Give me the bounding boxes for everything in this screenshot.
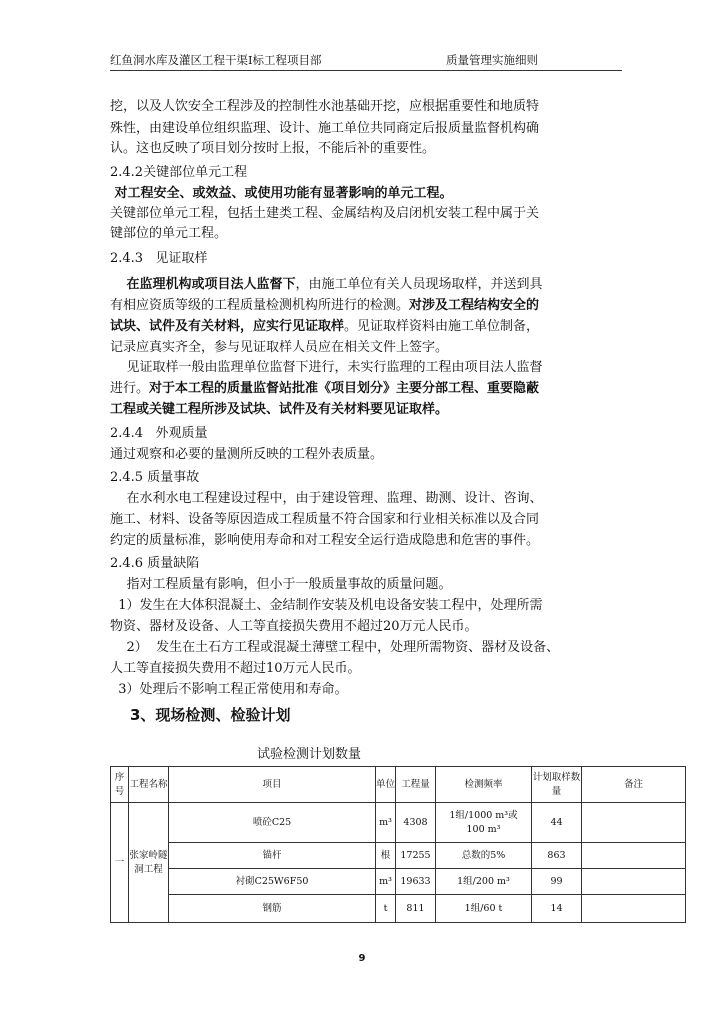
header-left: 红鱼洞水库及灌区工程干渠Ⅰ标工程项目部 [110, 53, 322, 67]
text-span: 记录应真实齐全，参与见证取样人员应在相关文件上签字。 [110, 340, 449, 355]
table-header-row [111, 767, 686, 803]
body-line [110, 681, 348, 699]
cell-frequency: 1组/1000 m³或100 m³ [436, 803, 532, 843]
cell-remark [582, 803, 686, 843]
page-number: 9 [358, 953, 366, 964]
cell-planned: 14 [532, 895, 582, 923]
header-seq: 序号 [111, 767, 129, 803]
text-span: 2.4.2关键部位单元工程 [110, 165, 248, 180]
text-span: 3）处理后不影响工程正常使用和寿命。 [110, 682, 348, 697]
body-line [110, 318, 539, 336]
text-span: 见证取样一般由监理单位监督下进行，未实行监理的工程由项目法人监督 [110, 360, 543, 375]
text-span: 人工等直接损失费用不超过10万元人民币。 [110, 661, 361, 676]
test-plan-table [110, 766, 686, 923]
text-span: 2.4.5 质量事故 [110, 470, 200, 485]
cell-item: 衬砌C25W6F50 [169, 869, 376, 895]
bold-text: 对于本工程的质量监督站批准《项目划分》主要分部工程、重要隐蔽 [149, 381, 540, 396]
text-span: 挖，以及人饮安全工程涉及的控制性水池基础开挖，应根据重要性和地质特 [110, 99, 540, 114]
header-proj-name: 工程名称 [129, 767, 169, 803]
cell-unit: 根 [376, 843, 396, 869]
cell-item: 锚杆 [169, 843, 376, 869]
text-span: 键部位的单元工程。 [110, 226, 228, 241]
cell-item: 喷砼C25 [169, 803, 376, 843]
body-line [110, 469, 199, 487]
cell-quantity: 4308 [396, 803, 436, 843]
body-line [110, 401, 448, 419]
cell-unit: m³ [376, 869, 396, 895]
group-name: 张家岭隧洞工程 [129, 803, 169, 923]
table-row [111, 895, 686, 923]
body-line [110, 250, 207, 268]
body-line [110, 425, 207, 443]
body-line [110, 597, 543, 615]
header-remark: 备注 [582, 767, 686, 803]
text-span: 1）发生在大体积混凝土、金结制作安装及机电设备安装工程中，处理所需 [110, 598, 543, 613]
body-line [110, 511, 539, 529]
cell-remark [582, 843, 686, 869]
text-span: 物资、器材及设备、人工等直接损失费用不超过20万元人民币。 [110, 619, 478, 634]
body-line [110, 339, 448, 357]
header-planned: 计划取样数量 [532, 767, 582, 803]
body-line [110, 276, 543, 294]
cell-frequency: 1组/200 m³ [436, 869, 532, 895]
text-span: 指对工程质量有影响，但小于一般质量事故的质量问题。 [110, 577, 452, 592]
body-line [110, 576, 452, 594]
body-line [110, 555, 199, 573]
body-line [110, 120, 539, 138]
table-row [111, 843, 686, 869]
body-line [110, 380, 539, 398]
cell-frequency: 总数的5% [436, 843, 532, 869]
body-line [110, 359, 543, 377]
text-span: 通过观察和必要的量测所反映的工程外表质量。 [110, 447, 384, 462]
body-line [110, 205, 539, 223]
header-frequency: 检测频率 [436, 767, 532, 803]
cell-frequency: 1组/60 t [436, 895, 532, 923]
cell-planned: 44 [532, 803, 582, 843]
table-title: 试验检测计划数量 [257, 747, 362, 762]
cell-unit: t [376, 895, 396, 923]
body-line [110, 532, 539, 550]
header-quantity: 工程量 [396, 767, 436, 803]
cell-remark [582, 869, 686, 895]
cell-planned: 99 [532, 869, 582, 895]
cell-planned: 863 [532, 843, 582, 869]
body-line [110, 639, 559, 657]
table-row [111, 869, 686, 895]
text-span: 施工、材料、设备等原因造成工程质量不符合国家和行业相关标准以及合同 [110, 512, 540, 527]
cell-item: 钢筋 [169, 895, 376, 923]
body-line [110, 185, 453, 203]
body-line [110, 297, 539, 315]
body-line [110, 618, 478, 636]
header-right: 质量管理实施细则 [446, 53, 538, 67]
table-row [111, 803, 686, 843]
text-span: 2） 发生在土石方工程或混凝土薄壁工程中，处理所需物资、器材及设备、 [110, 640, 560, 655]
section-title: 3、现场检测、检验计划 [130, 706, 291, 724]
cell-remark [582, 895, 686, 923]
header-unit: 单位 [376, 767, 396, 803]
bold-text: 在监理机构或项目法人监督下 [126, 277, 296, 292]
text-span: 2.4.6 质量缺陷 [110, 556, 200, 571]
bold-text: 对涉及工程结构安全的 [409, 298, 540, 313]
bold-text: 工程或关键工程所涉及试块、试件及有关材料要见证取样。 [110, 402, 449, 417]
body-line [110, 446, 383, 464]
text-span: 认。这也反映了项目划分按时上报，不能后补的重要性。 [110, 141, 436, 156]
text-span: 2.4.4 外观质量 [110, 426, 208, 441]
cell-unit: m³ [376, 803, 396, 843]
body-line [110, 140, 435, 158]
bold-text: 试块、试件及有关材料，应实行见证取样 [110, 319, 345, 334]
text-span: 进行。 [110, 381, 150, 396]
text-span: 关键部位单元工程，包括土建类工程、金属结构及启闭机安装工程中属于关 [110, 206, 540, 221]
body-line [110, 98, 539, 116]
header-item: 项目 [169, 767, 376, 803]
text-span: 有相应资质等级的工程质量检测机构所进行的检测。 [110, 298, 410, 313]
bold-text: 对工程安全、或效益、或使用功能有显著影响的单元工程。 [110, 186, 453, 201]
page-header [110, 50, 622, 71]
cell-quantity: 811 [396, 895, 436, 923]
text-span [110, 277, 127, 292]
text-span: 。见证取样资料由施工单位制备， [344, 319, 540, 334]
body-line [110, 225, 227, 243]
cell-quantity: 17255 [396, 843, 436, 869]
group-seq: 一 [111, 803, 129, 923]
cell-quantity: 19633 [396, 869, 436, 895]
text-span: 约定的质量标准，影响使用寿命和对工程安全运行造成隐患和危害的事件。 [110, 533, 540, 548]
body-line [110, 164, 247, 182]
body-line [110, 660, 361, 678]
text-span: 殊性，由建设单位组织监理、设计、施工单位共同商定后报质量监督机构确 [110, 121, 540, 136]
body-line [110, 490, 543, 508]
text-span: 在水利水电工程建设过程中，由于建设管理、监理、勘测、设计、咨询、 [110, 491, 543, 506]
text-span: 2.4.3 见证取样 [110, 251, 208, 266]
text-span: ，由施工单位有关人员现场取样，并送到具 [295, 277, 543, 292]
